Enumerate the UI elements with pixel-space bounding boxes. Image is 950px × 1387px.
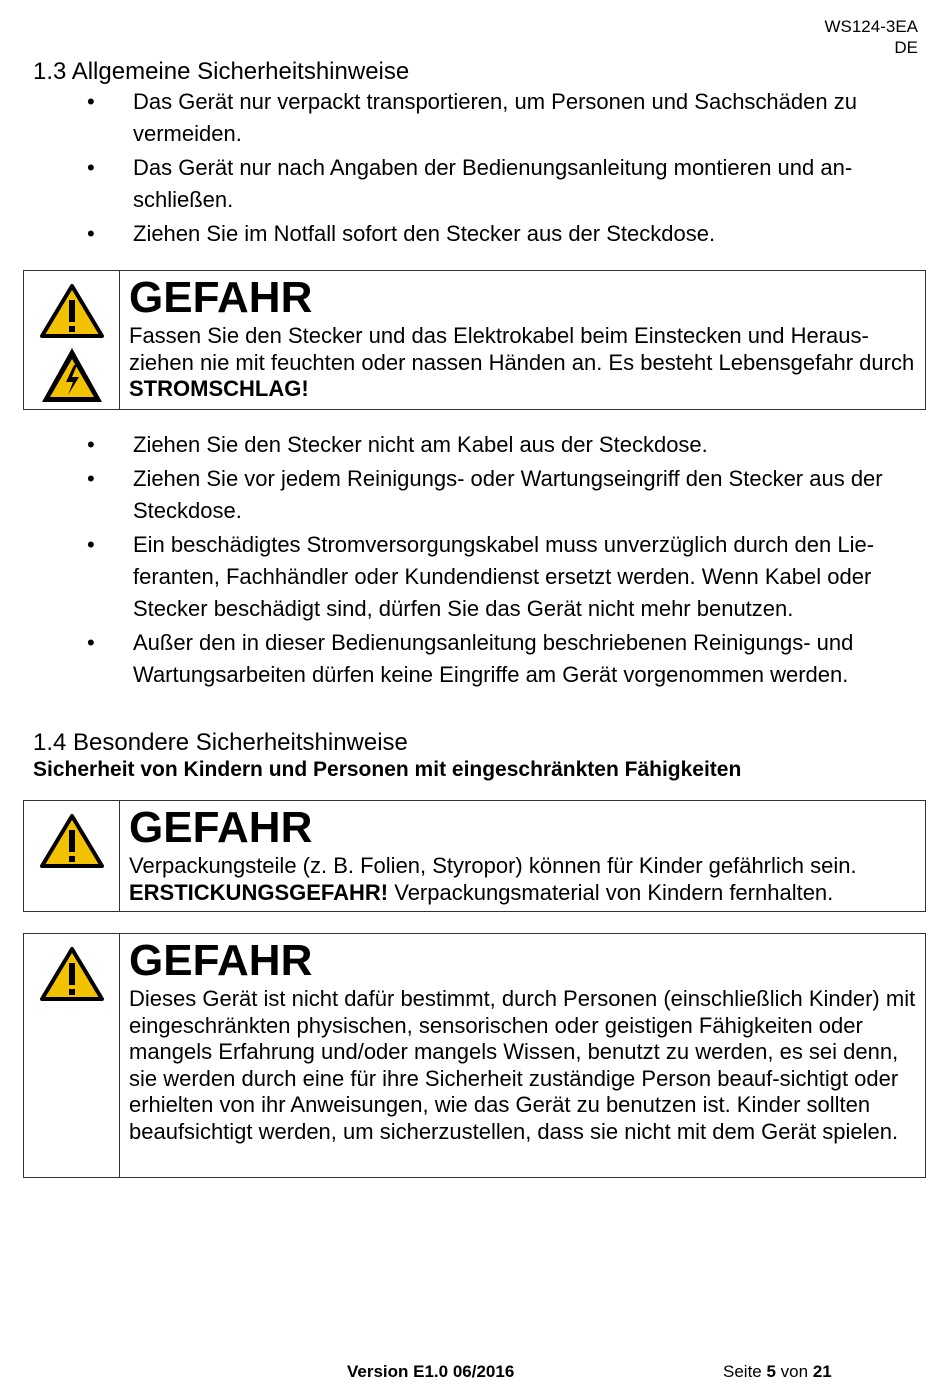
warning-icon-column bbox=[24, 271, 120, 409]
list-item: • Außer den in dieser Bedienungsanleitung beschriebenen Reinigungs- und Wartungsarbeiten dürfen keine Eingriffe am Gerät vorgenommen werden. bbox=[87, 630, 854, 687]
list-item: • Ziehen Sie im Notfall sofort den Stecker aus der Steckdose. bbox=[87, 221, 716, 246]
footer-page-number: Seite 5 von 21 bbox=[723, 1362, 832, 1381]
page-header bbox=[824, 16, 918, 58]
warning-triangle-icon bbox=[39, 946, 105, 1002]
warning-title: GEFAHR bbox=[129, 803, 313, 852]
warning-text: Verpackungsteile (z. B. Folien, Styropor) können für Kinder gefährlich sein. ERSTICKUNGSGEFAHR! Verpackungsmaterial von Kindern fernhalten. bbox=[129, 853, 857, 905]
warning-triangle-icon bbox=[39, 283, 105, 339]
list-item: • Ziehen Sie vor jedem Reinigungs- oder Wartungseingriff den Stecker aus der Steckdose. bbox=[87, 466, 883, 523]
bullet-list-a bbox=[0, 86, 950, 252]
section-1-4-subtitle: Sicherheit von Kindern und Personen mit eingeschränkten Fähigkeiten bbox=[33, 758, 742, 781]
list-item: • Ein beschädigtes Stromversorgungskabel muss unverzüglich durch den Lie-feranten, Fachhändler oder Kundendienst ersetzt werden. Wenn Kabel oder Stecker beschädigt sind, dürfen Sie das Gerät nicht mehr benutzen. bbox=[87, 532, 875, 621]
warning-icon-column bbox=[24, 934, 120, 1177]
electric-shock-icon bbox=[39, 345, 105, 405]
doc-id: WS124-3EA bbox=[824, 17, 918, 36]
warning-emphasis: STROMSCHLAG! bbox=[129, 376, 309, 401]
warning-title: GEFAHR bbox=[129, 936, 313, 985]
section-1-3-title: 1.3 Allgemeine Sicherheitshinweise bbox=[33, 58, 410, 85]
warning-text-column bbox=[120, 271, 925, 409]
warning-box-packaging bbox=[23, 800, 926, 912]
language-code: DE bbox=[894, 38, 918, 57]
warning-text: Fassen Sie den Stecker und das Elektrokabel beim Einstecken und Heraus-ziehen nie mit feuchten oder nassen Händen an. Es besteht Lebensgefahr durch STROMSCHLAG! bbox=[129, 323, 915, 401]
warning-triangle-icon bbox=[39, 813, 105, 869]
warning-text: Dieses Gerät ist nicht dafür bestimmt, durch Personen (einschließlich Kinder) mit eingeschränkten physischen, sensorischen oder geistigen Fähigkeiten oder mangels Erfahrung und/oder mangels Wissen, benutzt zu werden, es sei denn, sie werden durch eine für ihre Sicherheit zuständige Person beauf-sichtigt oder erhielten von ihr Anweisungen, wie das Gerät zu benutzen ist. Kinder sollten beaufsichtigt werden, um sicherzustellen, dass sie nicht mit dem Gerät spielen. bbox=[129, 986, 916, 1144]
list-item: • Das Gerät nur nach Angaben der Bedienungsanleitung montieren und an-schließen. bbox=[87, 155, 853, 212]
warning-title: GEFAHR bbox=[129, 273, 313, 322]
section-1-4-title: 1.4 Besondere Sicherheitshinweise bbox=[33, 729, 408, 756]
warning-box-electric bbox=[23, 270, 926, 410]
bullet-list-b bbox=[0, 429, 950, 693]
warning-emphasis: ERSTICKUNGSGEFAHR! bbox=[129, 879, 389, 905]
list-item: • Ziehen Sie den Stecker nicht am Kabel aus der Steckdose. bbox=[87, 432, 708, 457]
warning-text-column bbox=[120, 934, 925, 1177]
warning-text-column bbox=[120, 801, 925, 911]
footer-version: Version E1.0 06/2016 bbox=[347, 1362, 515, 1381]
list-item: • Das Gerät nur verpackt transportieren, um Personen und Sachschäden zu vermeiden. bbox=[87, 89, 857, 146]
warning-box-children bbox=[23, 933, 926, 1178]
warning-icon-column bbox=[24, 801, 120, 911]
